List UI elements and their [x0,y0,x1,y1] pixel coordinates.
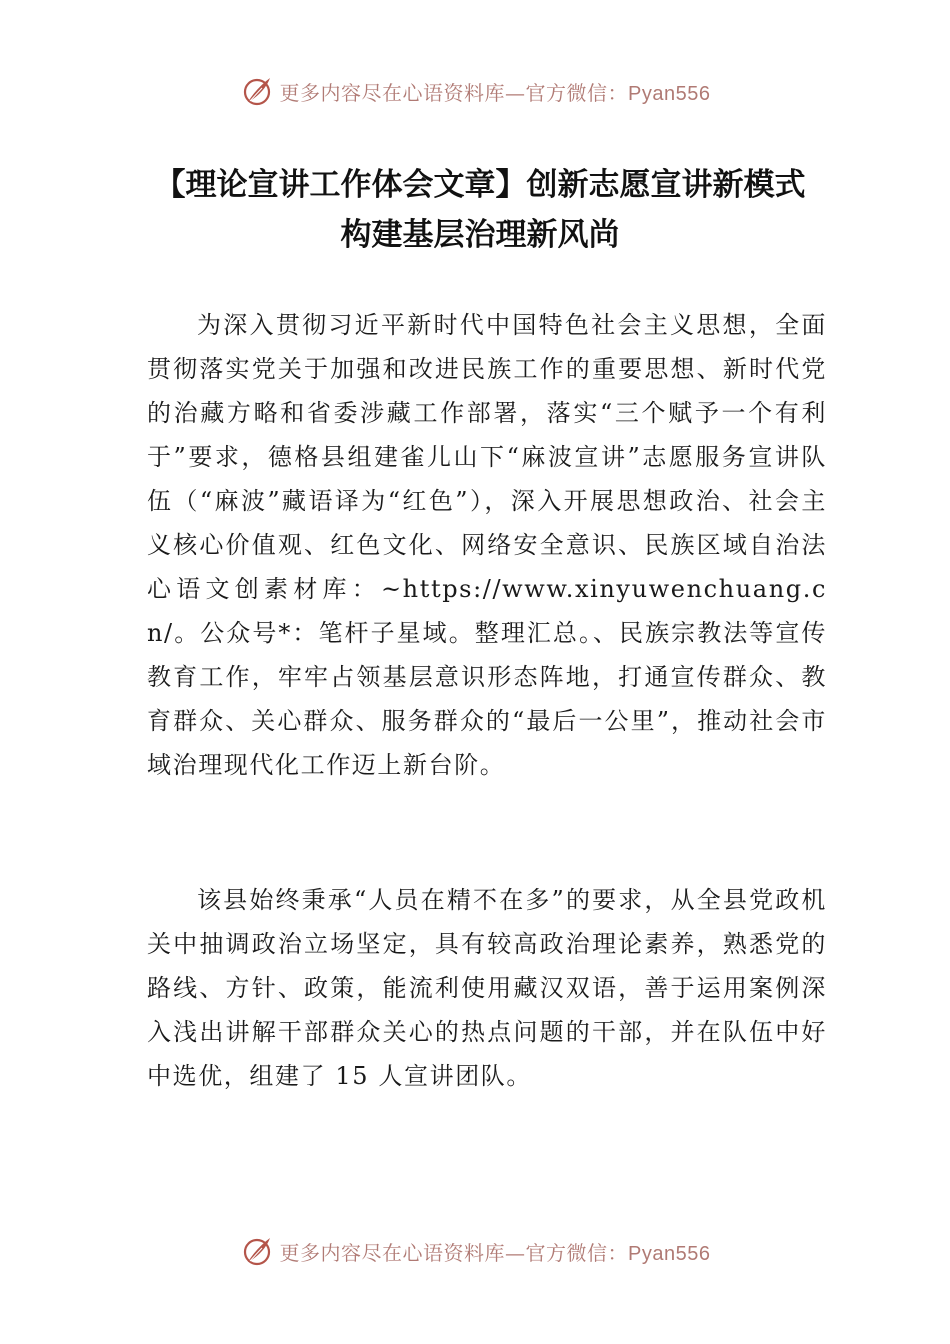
body-paragraph-1: 为深入贯彻习近平新时代中国特色社会主义思想，全面贯彻落实党关于加强和改进民族工作的重要思想、新时代党的治藏方略和省委涉藏工作部署，落实“三个赋予一个有利于”要求，德格县组建雀儿山下“麻波宣讲”志愿服务宣讲队伍（“麻波”藏语译为“红色”），深入开展思想政治、社会主义核心价值观、红色文化、网络安全意识、民族区域自治法心语文创素材库：~https://www.xinyuwenchuang.cn/。公众号*：笔杆子星域。整理汇总。、民族宗教法等宣传教育工作，牢牢占领基层意识形态阵地，打通宣传群众、教育群众、关心群众、服务群众的“最后一公里”，推动社会市域治理现代化工作迈上新台阶。 [147,311,827,779]
body-paragraph-2: 该县始终秉承“人员在精不在多”的要求，从全县党政机关中抽调政治立场坚定，具有较高政治理论素养，熟悉党的路线、方针、政策，能流利使用藏汉双语，善于运用案例深入浅出讲解干部群众关心的热点问题的干部，并在队伍中好中选优，组建了 15 人宣讲团队。 [147,886,827,1090]
footer-wechat-id: Pyan556 [628,1242,711,1265]
footer-banner-text: 更多内容尽在心语资料库—官方微信：Pyan556 [279,1240,711,1265]
feather-pen-logo-icon [240,1234,274,1268]
footer-banner [0,1234,950,1268]
header-wechat-id: Pyan556 [628,82,711,105]
document-title: 【理论宣讲工作体会文章】创新志愿宣讲新模式 构建基层治理新风尚 [154,167,806,253]
header-banner-text: 更多内容尽在心语资料库—官方微信：Pyan556 [279,80,711,105]
header-banner [0,74,950,108]
feather-pen-logo-icon [240,74,274,108]
